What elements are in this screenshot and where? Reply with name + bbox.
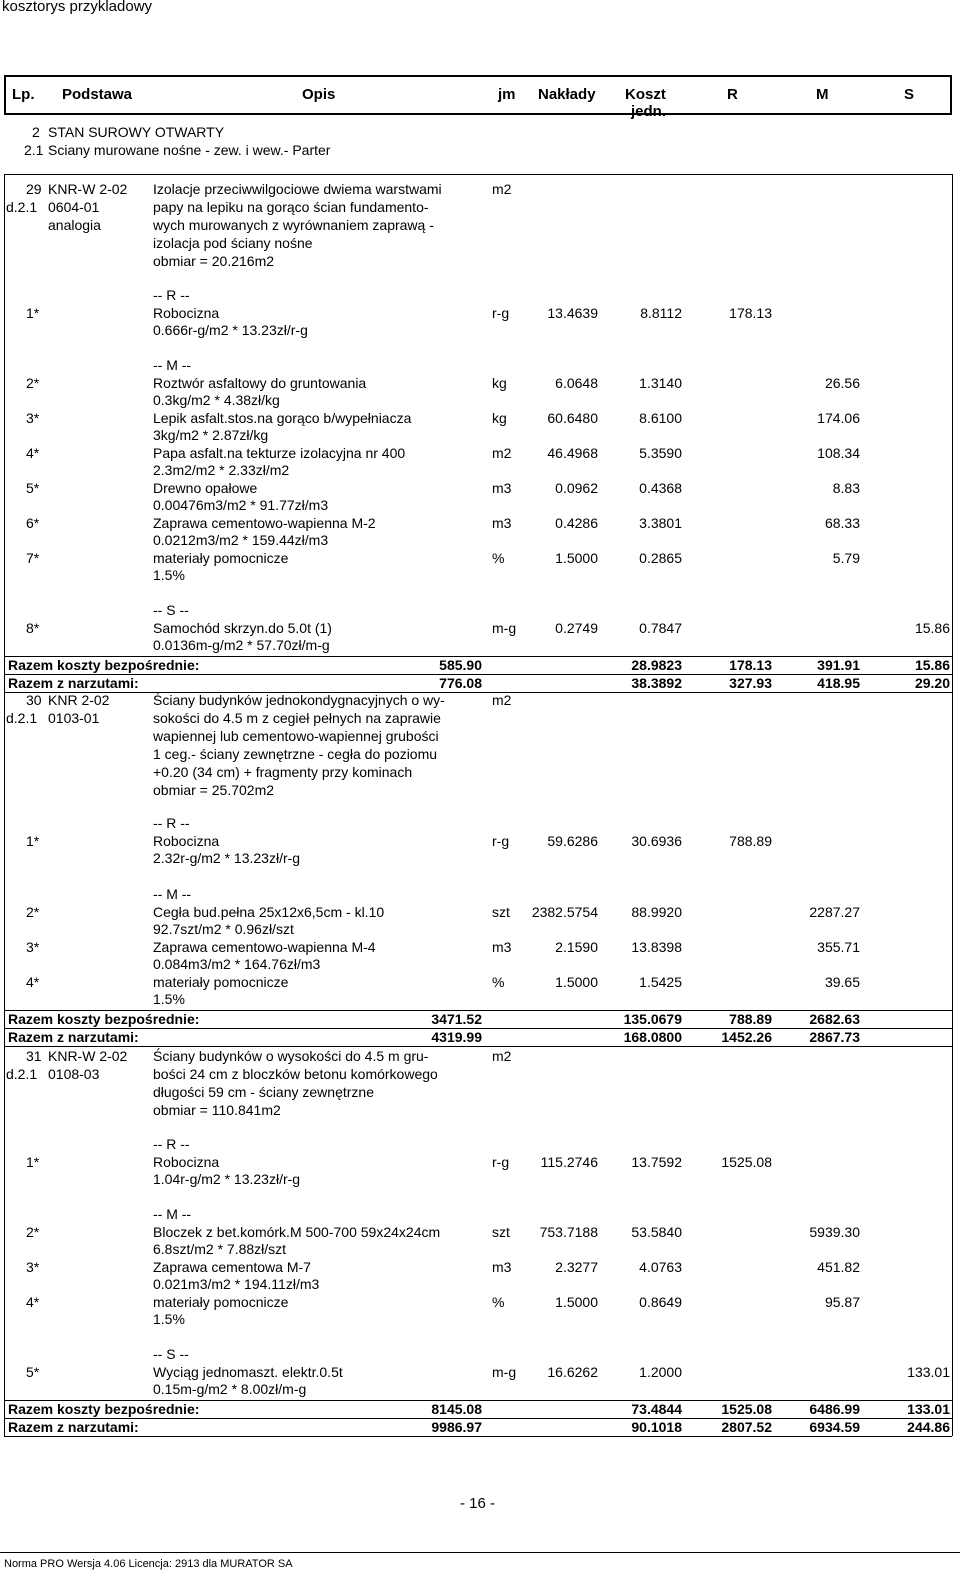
row-unit-cost: 1.2000 xyxy=(639,1364,682,1380)
group-header: -- R -- xyxy=(153,1136,190,1152)
row-unit-cost: 1.3140 xyxy=(639,375,682,391)
group-header: -- M -- xyxy=(153,886,192,902)
row-m: 26.56 xyxy=(824,375,860,391)
row-quantity: 753.7188 xyxy=(539,1224,598,1240)
sum-m: 6486.99 xyxy=(809,1401,860,1417)
section-number: 2 xyxy=(32,124,40,140)
position-number: 31 xyxy=(26,1048,42,1064)
row-number: 6* xyxy=(26,515,40,531)
row-name: Wyciąg jednomaszt. elektr.0.5t xyxy=(153,1364,343,1380)
row-name: Robocizna xyxy=(153,1154,220,1170)
position-base: KNR 2-02 xyxy=(48,692,110,708)
row-unit-cost: 53.5840 xyxy=(631,1224,682,1240)
position-description: +0.20 (34 cm) + fragmenty przy kominach xyxy=(153,764,413,780)
footer-divider xyxy=(0,1552,960,1553)
row-r: 178.13 xyxy=(729,305,772,321)
row-unit-cost: 13.8398 xyxy=(631,939,682,955)
row-unit: m3 xyxy=(492,480,512,496)
position-description: Izolacje przeciwwilgociowe dwiema warstwami xyxy=(153,181,442,197)
position-description: wych murowanych z wyrównaniem zaprawą - xyxy=(153,217,434,233)
row-number: 4* xyxy=(26,445,40,461)
sum-value: 3471.52 xyxy=(431,1011,482,1027)
row-unit: % xyxy=(492,974,505,990)
row-unit-cost: 0.7847 xyxy=(639,620,682,636)
row-number: 1* xyxy=(26,305,40,321)
sum-s: 244.86 xyxy=(907,1419,950,1435)
row-quantity: 0.0962 xyxy=(555,480,598,496)
position-description: obmiar = 20.216m2 xyxy=(153,253,275,269)
section-title: STAN SUROWY OTWARTY xyxy=(48,124,225,140)
row-name: Robocizna xyxy=(153,833,220,849)
row-number: 2* xyxy=(26,904,40,920)
sum-label: Razem z narzutami: xyxy=(8,675,139,691)
row-r: 788.89 xyxy=(729,833,772,849)
row-unit: m-g xyxy=(492,620,517,636)
position-section: d.2.1 xyxy=(6,710,38,726)
sum-value: 9986.97 xyxy=(431,1419,482,1435)
position-description: obmiar = 110.841m2 xyxy=(153,1102,281,1118)
header-jedn: jedn. xyxy=(631,103,667,120)
position-base-code: 0108-03 xyxy=(48,1066,100,1082)
row-formula: 0.0136m-g/m2 * 57.70zł/m-g xyxy=(153,637,330,653)
row-number: 3* xyxy=(26,1259,40,1275)
row-s: 133.01 xyxy=(907,1364,950,1380)
row-unit-cost: 13.7592 xyxy=(631,1154,682,1170)
footer-text: Norma PRO Wersja 4.06 Licencja: 2913 dla MURATOR SA xyxy=(4,1558,293,1570)
row-quantity: 6.0648 xyxy=(555,375,598,391)
position-description: obmiar = 25.702m2 xyxy=(153,782,275,798)
subsection-title: Sciany murowane nośne - zew. i wew.- Parter xyxy=(48,142,331,158)
sum-unit-cost: 73.4844 xyxy=(631,1401,682,1417)
row-unit-cost: 88.9920 xyxy=(631,904,682,920)
row-divider xyxy=(4,692,952,693)
row-formula: 1.5% xyxy=(153,991,185,1007)
column-divider xyxy=(4,174,5,1436)
sum-label: Razem koszty bezpośrednie: xyxy=(8,657,200,673)
row-number: 4* xyxy=(26,1294,40,1310)
position-section: d.2.1 xyxy=(6,199,38,215)
row-formula: 2.3m2/m2 * 2.33zł/m2 xyxy=(153,462,290,478)
sum-label: Razem koszty bezpośrednie: xyxy=(8,1401,200,1417)
row-number: 5* xyxy=(26,1364,40,1380)
row-number: 4* xyxy=(26,974,40,990)
row-m: 8.83 xyxy=(832,480,860,496)
row-divider xyxy=(4,1010,952,1011)
row-name: Zaprawa cementowo-wapienna M-4 xyxy=(153,939,376,955)
sum-s: 29.20 xyxy=(914,675,950,691)
header-r: R xyxy=(727,86,738,103)
group-header: -- S -- xyxy=(153,1346,189,1362)
sum-label: Razem koszty bezpośrednie: xyxy=(8,1011,200,1027)
row-unit: r-g xyxy=(492,1154,510,1170)
header-lp: Lp. xyxy=(12,86,35,103)
position-base-note: analogia xyxy=(48,217,101,233)
position-description: Ściany budynków o wysokości do 4.5 m gru- xyxy=(153,1048,429,1064)
sum-r: 178.13 xyxy=(729,657,772,673)
position-unit: m2 xyxy=(492,692,512,708)
row-formula: 0.15m-g/m2 * 8.00zł/m-g xyxy=(153,1381,307,1397)
row-quantity: 1.5000 xyxy=(555,550,598,566)
row-name: Cegła bud.pełna 25x12x6,5cm - kl.10 xyxy=(153,904,385,920)
page-title: kosztorys przykladowy xyxy=(2,0,153,15)
row-s: 15.86 xyxy=(914,620,950,636)
row-formula: 3kg/m2 * 2.87zł/kg xyxy=(153,427,269,443)
position-base: KNR-W 2-02 xyxy=(48,1048,128,1064)
sum-m: 2867.73 xyxy=(809,1029,860,1045)
position-description: 1 ceg.- ściany zewnętrzne - cegła do poziomu xyxy=(153,746,438,762)
row-unit-cost: 4.0763 xyxy=(639,1259,682,1275)
sum-s: 15.86 xyxy=(914,657,950,673)
row-formula: 0.0212m3/m2 * 159.44zł/m3 xyxy=(153,532,329,548)
row-divider xyxy=(4,656,952,657)
position-description: wapiennej lub cementowo-wapiennej grubości xyxy=(153,728,439,744)
position-base: KNR-W 2-02 xyxy=(48,181,128,197)
row-unit: kg xyxy=(492,375,507,391)
row-m: 451.82 xyxy=(817,1259,860,1275)
row-quantity: 2.3277 xyxy=(555,1259,598,1275)
sum-r: 1452.26 xyxy=(721,1029,772,1045)
row-number: 7* xyxy=(26,550,40,566)
row-quantity: 59.6286 xyxy=(547,833,598,849)
sum-r: 327.93 xyxy=(729,675,772,691)
row-name: Robocizna xyxy=(153,305,220,321)
row-unit: szt xyxy=(492,1224,510,1240)
group-header: -- M -- xyxy=(153,357,192,373)
row-number: 8* xyxy=(26,620,40,636)
group-header: -- R -- xyxy=(153,815,190,831)
row-unit: m3 xyxy=(492,515,512,531)
group-header: -- R -- xyxy=(153,287,190,303)
sum-r: 788.89 xyxy=(729,1011,772,1027)
row-quantity: 1.5000 xyxy=(555,974,598,990)
row-formula: 1.5% xyxy=(153,567,185,583)
row-name: Papa asfalt.na tekturze izolacyjna nr 400 xyxy=(153,445,406,461)
row-m: 174.06 xyxy=(817,410,860,426)
row-formula: 0.3kg/m2 * 4.38zł/kg xyxy=(153,392,280,408)
row-name: materiały pomocnicze xyxy=(153,1294,289,1310)
position-base-code: 0103-01 xyxy=(48,710,100,726)
header-m: M xyxy=(816,86,829,103)
sum-m: 6934.59 xyxy=(809,1419,860,1435)
row-formula: 1.04r-g/m2 * 13.23zł/r-g xyxy=(153,1171,301,1187)
position-unit: m2 xyxy=(492,1048,512,1064)
row-quantity: 16.6262 xyxy=(547,1364,598,1380)
row-unit: r-g xyxy=(492,305,510,321)
row-divider xyxy=(4,1028,952,1029)
row-quantity: 0.4286 xyxy=(555,515,598,531)
row-divider xyxy=(4,674,952,675)
row-unit: r-g xyxy=(492,833,510,849)
row-quantity: 60.6480 xyxy=(547,410,598,426)
row-unit-cost: 1.5425 xyxy=(639,974,682,990)
row-name: Zaprawa cementowo-wapienna M-2 xyxy=(153,515,376,531)
row-m: 355.71 xyxy=(817,939,860,955)
row-r: 1525.08 xyxy=(721,1154,772,1170)
row-divider xyxy=(4,1436,952,1437)
row-quantity: 2.1590 xyxy=(555,939,598,955)
row-unit-cost: 5.3590 xyxy=(639,445,682,461)
row-quantity: 1.5000 xyxy=(555,1294,598,1310)
row-unit-cost: 30.6936 xyxy=(631,833,682,849)
sum-value: 8145.08 xyxy=(431,1401,482,1417)
row-number: 1* xyxy=(26,833,40,849)
row-formula: 0.666r-g/m2 * 13.23zł/r-g xyxy=(153,322,308,338)
row-unit-cost: 3.3801 xyxy=(639,515,682,531)
sum-unit-cost: 28.9823 xyxy=(631,657,682,673)
sum-m: 418.95 xyxy=(817,675,860,691)
table-header xyxy=(4,75,952,120)
row-quantity: 0.2749 xyxy=(555,620,598,636)
row-unit-cost: 8.6100 xyxy=(639,410,682,426)
row-unit: m3 xyxy=(492,1259,512,1275)
row-m: 108.34 xyxy=(817,445,860,461)
sum-unit-cost: 135.0679 xyxy=(623,1011,682,1027)
page-number: - 16 - xyxy=(460,1495,496,1512)
sum-value: 585.90 xyxy=(439,657,482,673)
row-divider xyxy=(4,1418,952,1419)
row-number: 2* xyxy=(26,1224,40,1240)
row-name: Bloczek z bet.komórk.M 500-700 59x24x24cm xyxy=(153,1224,441,1240)
row-divider xyxy=(4,1400,952,1401)
position-description: papy na lepiku na gorąco ścian fundamento- xyxy=(153,199,429,215)
sum-label: Razem z narzutami: xyxy=(8,1419,139,1435)
position-description: bości 24 cm z bloczków betonu komórkowego xyxy=(153,1066,438,1082)
position-description: długości 59 cm - ściany zewnętrzne xyxy=(153,1084,374,1100)
sum-r: 1525.08 xyxy=(721,1401,772,1417)
row-name: Roztwór asfaltowy do gruntowania xyxy=(153,375,367,391)
row-name: Lepik asfalt.stos.na gorąco b/wypełniacza xyxy=(153,410,412,426)
row-unit: kg xyxy=(492,410,507,426)
header-opis: Opis xyxy=(302,86,336,103)
row-number: 2* xyxy=(26,375,40,391)
position-description: izolacja pod ściany nośne xyxy=(153,235,313,251)
row-m: 39.65 xyxy=(824,974,860,990)
row-formula: 0.00476m3/m2 * 91.77zł/m3 xyxy=(153,497,329,513)
header-jm: jm xyxy=(498,86,516,103)
row-name: Samochód skrzyn.do 5.0t (1) xyxy=(153,620,332,636)
row-number: 3* xyxy=(26,410,40,426)
position-description: Ściany budynków jednokondygnacyjnych o wy- xyxy=(153,692,445,708)
position-number: 30 xyxy=(26,692,42,708)
row-formula: 0.084m3/m2 * 164.76zł/m3 xyxy=(153,956,321,972)
row-formula: 6.8szt/m2 * 7.88zł/szt xyxy=(153,1241,287,1257)
header-s: S xyxy=(904,86,915,103)
row-quantity: 115.2746 xyxy=(540,1154,598,1170)
row-quantity: 46.4968 xyxy=(547,445,598,461)
sum-r: 2807.52 xyxy=(721,1419,772,1435)
group-header: -- S -- xyxy=(153,602,189,618)
sum-value: 4319.99 xyxy=(431,1029,482,1045)
group-header: -- M -- xyxy=(153,1206,192,1222)
row-divider xyxy=(4,1046,952,1047)
row-formula: 2.32r-g/m2 * 13.23zł/r-g xyxy=(153,850,301,866)
row-m: 2287.27 xyxy=(809,904,860,920)
header-koszt: Koszt xyxy=(625,86,666,103)
row-quantity: 2382.5754 xyxy=(531,904,598,920)
row-number: 3* xyxy=(26,939,40,955)
row-quantity: 13.4639 xyxy=(547,305,598,321)
row-divider xyxy=(4,174,952,175)
sum-s: 133.01 xyxy=(907,1401,950,1417)
row-m: 68.33 xyxy=(824,515,860,531)
sum-m: 2682.63 xyxy=(809,1011,860,1027)
row-unit-cost: 8.8112 xyxy=(640,305,682,321)
row-name: Zaprawa cementowa M-7 xyxy=(153,1259,311,1275)
row-unit: m2 xyxy=(492,445,512,461)
row-m: 95.87 xyxy=(824,1294,860,1310)
position-description: sokości do 4.5 m z cegieł pełnych na zaprawie xyxy=(153,710,441,726)
sum-unit-cost: 168.0800 xyxy=(623,1029,682,1045)
row-unit: % xyxy=(492,1294,505,1310)
row-name: materiały pomocnicze xyxy=(153,974,289,990)
row-unit: m3 xyxy=(492,939,512,955)
row-formula: 0.021m3/m2 * 194.11zł/m3 xyxy=(153,1276,320,1292)
row-name: materiały pomocnicze xyxy=(153,550,289,566)
sum-unit-cost: 38.3892 xyxy=(631,675,682,691)
row-unit-cost: 0.2865 xyxy=(639,550,682,566)
header-podstawa: Podstawa xyxy=(62,86,133,103)
row-unit: m-g xyxy=(492,1364,517,1380)
sum-unit-cost: 90.1018 xyxy=(631,1419,682,1435)
row-unit: % xyxy=(492,550,505,566)
row-number: 5* xyxy=(26,480,40,496)
position-number: 29 xyxy=(26,181,42,197)
row-unit-cost: 0.8649 xyxy=(639,1294,682,1310)
row-formula: 1.5% xyxy=(153,1311,185,1327)
row-number: 1* xyxy=(26,1154,40,1170)
row-name: Drewno opałowe xyxy=(153,480,258,496)
header-naklady: Nakłady xyxy=(538,86,596,103)
column-divider xyxy=(952,174,953,1436)
position-unit: m2 xyxy=(492,181,512,197)
row-m: 5.79 xyxy=(832,550,860,566)
sum-value: 776.08 xyxy=(439,675,482,691)
sum-m: 391.91 xyxy=(817,657,860,673)
row-m: 5939.30 xyxy=(809,1224,860,1240)
row-unit-cost: 0.4368 xyxy=(639,480,682,496)
subsection-number: 2.1 xyxy=(24,142,44,158)
row-formula: 92.7szt/m2 * 0.96zł/szt xyxy=(153,921,294,937)
position-base-code: 0604-01 xyxy=(48,199,100,215)
sum-label: Razem z narzutami: xyxy=(8,1029,139,1045)
row-unit: szt xyxy=(492,904,510,920)
position-section: d.2.1 xyxy=(6,1066,38,1082)
